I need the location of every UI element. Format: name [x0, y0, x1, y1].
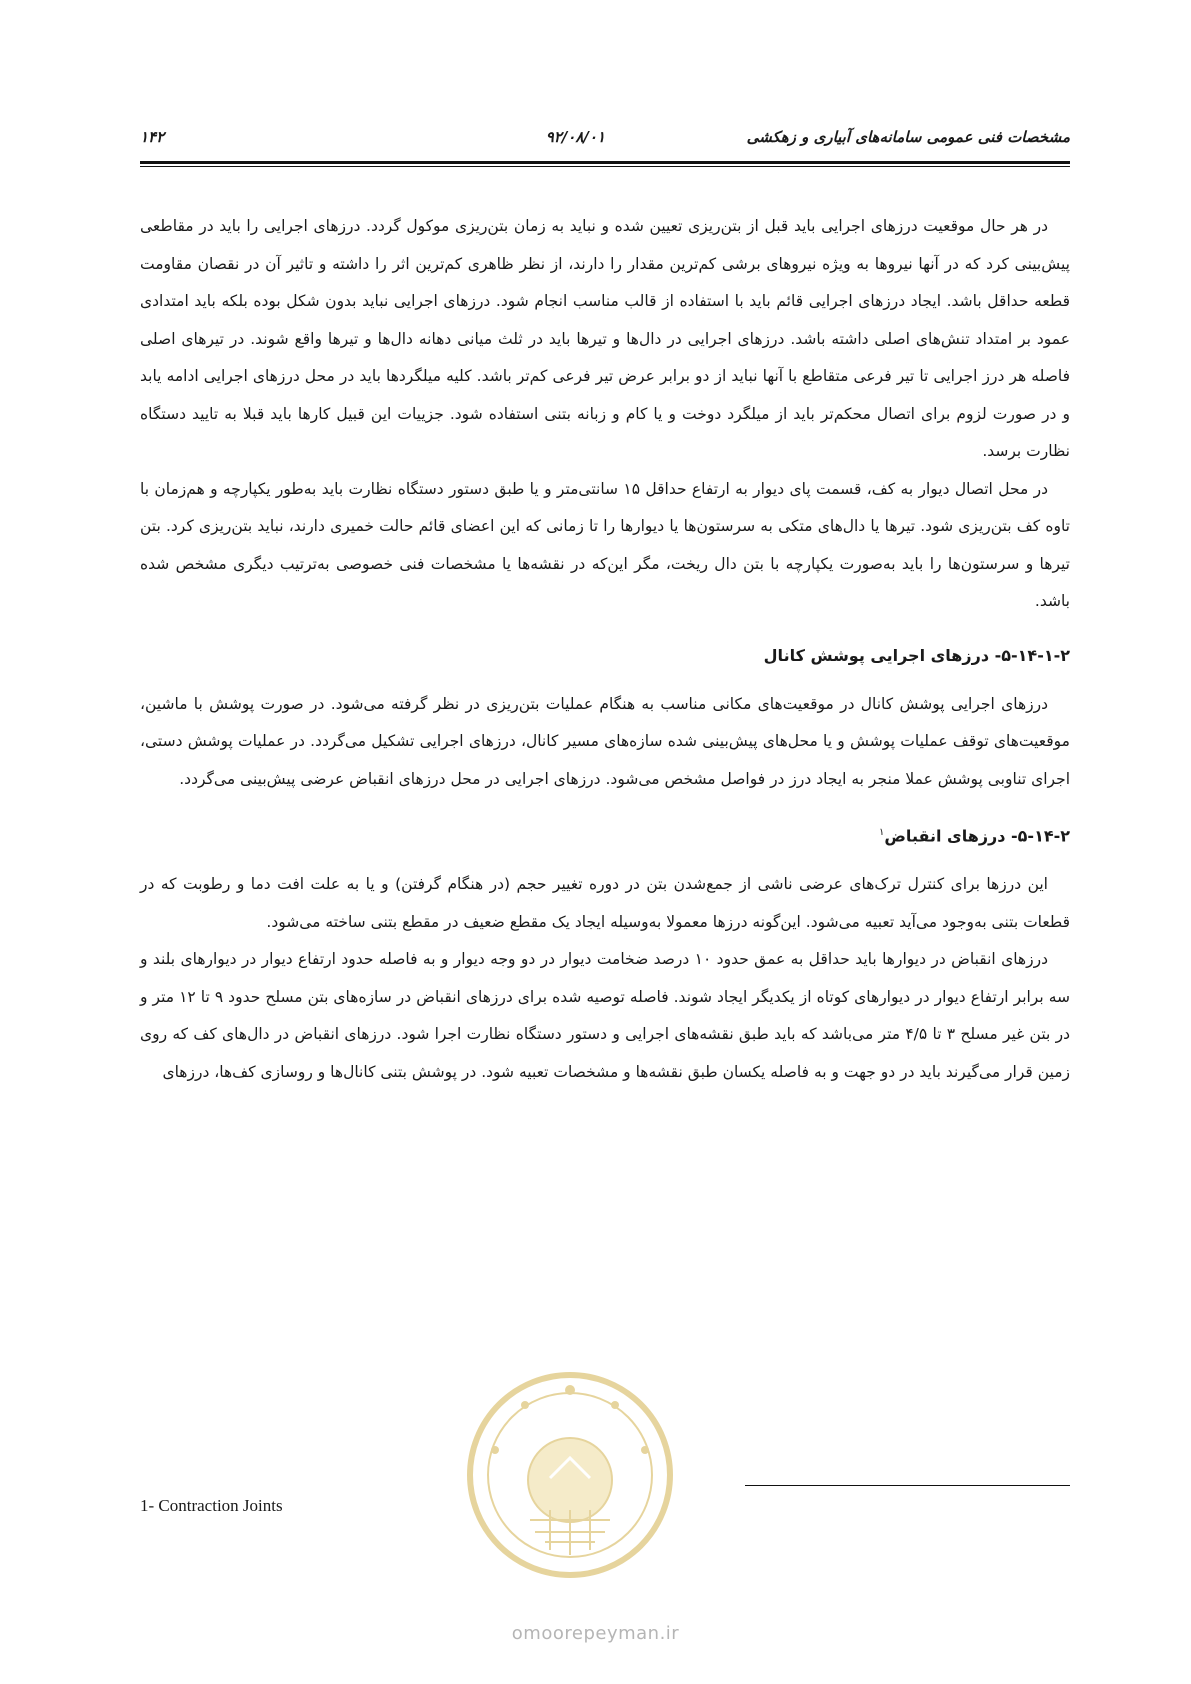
page-number: ۱۴۲ — [140, 128, 165, 146]
header-date: ۹۲/۰۸/۰۱ — [545, 128, 605, 146]
paragraph: این درزها برای کنترل ترک‌های عرضی ناشی از جمع‌شدن بتن در دوره تغییر حجم (در هنگام گرفتن) و یا به علت افت دما و رطوبت که در قطعات بتنی به‌وجود می‌آید تعبیه می‌شود. این‌گونه درزها معمولا به‌وسیله ایجاد یک مقطع ضعیف در مقطع بتنی ساخته می‌شود. — [140, 875, 1070, 931]
footnote-rule — [745, 1485, 1070, 1486]
watermark-seal-icon — [455, 1360, 685, 1590]
footnote-marker: ۱ — [879, 827, 885, 838]
section-heading — [140, 814, 1070, 854]
header-rule-thick — [140, 161, 1070, 164]
header-rule-thin — [140, 166, 1070, 167]
section-heading-text: ۵-۱۴-۲- درزهای انقباض — [884, 826, 1070, 846]
paragraph: در محل اتصال دیوار به کف، قسمت پای دیوار به ارتفاع حداقل ۱۵ سانتی‌متر و یا طبق دستور دستگاه نظارت باید به‌طور یکپارچه و هم‌زمان با تاوه کف بتن‌ریزی شود. تیرها یا دال‌های متکی به سرستون‌ها یا دیوارها را تا زمانی که این اعضای قائم حالت خمیری دارند، نباید بتن‌ریزی کرد. بتن تیرها و سرستون‌ها را باید به‌صورت یکپارچه با بتن دال ریخت، مگر این‌که در نقشه‌ها یا مشخصات فنی خصوصی به‌ترتیب دیگری مشخص شده باشد. — [140, 479, 1070, 610]
paragraph: درزهای انقباض در دیوارها باید حداقل به عمق حدود ۱۰ درصد ضخامت دیوار در دو وجه دیوار و به فاصله حدود ارتفاع دیوار در دیوارهای بلند و سه برابر ارتفاع دیوار در دیوارهای کوتاه از یکدیگر ایجاد شوند. فاصله توصیه شده برای درزهای انقباض در سازه‌های بتن مسلح حدود ۹ تا ۱۲ متر و در بتن غیر مسلح ۳ تا ۴/۵ متر می‌باشد که باید طبق نقشه‌های اجرایی و دستور دستگاه نظارت اجرا شود. درزهای انقباض در دال‌های کف که روی زمین قرار می‌گیرند باید در دو جهت و به فاصله یکسان طبق نقشه‌ها و مشخصات تعبیه شود. در پوشش بتنی کانال‌ها و روسازی کف‌ها، درزهای — [140, 950, 1071, 1081]
page-header — [140, 128, 1070, 158]
watermark-site: omoorepeyman.ir — [511, 1623, 680, 1644]
footnote: 1- Contraction Joints — [140, 1496, 283, 1515]
paragraph: در هر حال موقعیت درزهای اجرایی باید قبل از بتن‌ریزی تعیین شده و نباید به زمان بتن‌ریزی موکول گردد. درزهای اجرایی را باید در مقاطعی پیش‌بینی کرد که در آنها نیروها به ویژه نیروهای برشی کم‌ترین مقدار را دارند، از نظر ظاهری کم‌ترین اثر را داشته و تاثیر آن در نقصان مقاومت قطعه حداقل باشد. ایجاد درزهای اجرایی قائم باید با استفاده از قالب مناسب انجام شود. درزهای اجرایی نباید بدون شکل بوده بلکه باید امتدادی عمود بر امتداد تنش‌های اصلی داشته باشد. درزهای اجرایی در دال‌ها و تیرها باید در ثلث میانی دهانه دال‌ها و تیرها واقع شوند. در تیرهای اصلی فاصله هر درز اجرایی تا تیر فرعی متقاطع با آنها نباید از دو برابر عرض تیر فرعی کم‌تر باشد. کلیه میلگردها باید در محل درزهای اجرایی ادامه یابد و در صورت لزوم برای اتصال محکم‌تر باید از میلگرد دوخت و یا کام و زبانه بتنی استفاده شود. جزییات این قبیل کارها باید قبلا به تایید دستگاه نظارت برسد. — [140, 217, 1070, 460]
body-content — [140, 208, 1070, 1091]
section-heading-text: ۵-۱۴-۱-۲- درزهای اجرایی پوشش کانال — [763, 645, 1070, 665]
header-title: مشخصات فنی عمومی سامانه‌های آبیاری و زهکشی — [746, 128, 1070, 146]
paragraph: درزهای اجرایی پوشش کانال در موقعیت‌های مکانی مناسب به هنگام عملیات بتن‌ریزی در نظر گرفته می‌شود. در صورت پوشش با ماشین، موقعیت‌های توقف عملیات پوشش و یا محل‌های پیش‌بینی شده سازه‌های مسیر کانال، درزهای اجرایی تشکیل می‌گردد. در عملیات پوشش دستی، اجرای تناوبی پوشش عملا منجر به ایجاد درز در فواصل مشخص می‌شود. درزهای اجرایی در محل درزهای انقباض عرضی پیش‌بینی می‌گردد. — [140, 694, 1070, 788]
section-heading — [140, 637, 1070, 674]
